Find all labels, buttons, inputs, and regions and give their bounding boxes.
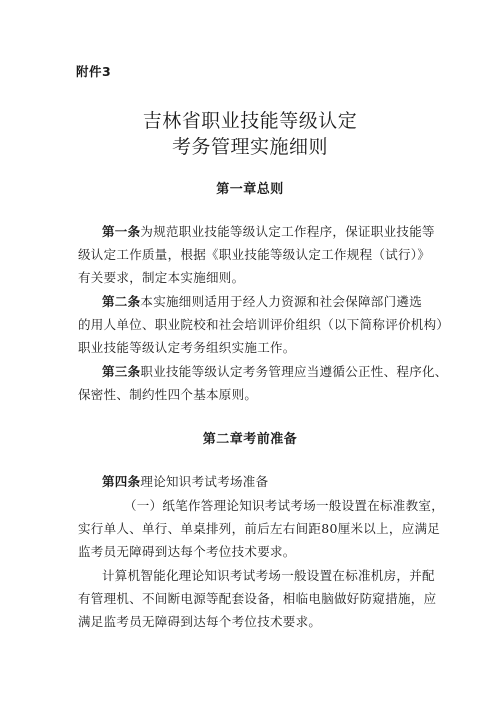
article-4-line-1 xyxy=(102,472,268,490)
article-4-label: 第四条 xyxy=(102,474,141,489)
article-4-para-2-line-1: 计算机智能化理论知识考试考场一般设置在标准机房，并配 xyxy=(102,568,435,583)
article-1-line-2: 级认定工作质量，根据《职业技能等级认定工作规程（试行）》 xyxy=(78,247,431,262)
chapter-2-heading: 第二章考前准备 xyxy=(202,432,298,447)
article-1-text-1: 为规范职业技能等级认定工作程序，保证职业技能等 xyxy=(140,224,435,239)
article-4-para-2-line-2: 有管理机、不间断电源等配套设备，相临电脑做好防窥措施，应 xyxy=(78,591,437,606)
article-3-text-1: 职业技能等级认定考务管理应当遵循公正性、程序化、 xyxy=(140,364,448,379)
annex-label: 附件3 xyxy=(76,64,112,79)
article-4-para-1-line-2: 实行单人、单行、单桌排列，前后左右间距80厘米以上，应满足 xyxy=(78,521,441,536)
article-2-line-3: 职业技能等级认定考务组织实施工作。 xyxy=(78,340,296,355)
chapter-1-heading: 第一章总则 xyxy=(216,182,284,197)
article-2-label: 第二条 xyxy=(102,294,141,309)
article-1-line-1 xyxy=(102,222,435,240)
article-2-text-1: 本实施细则适用于经人力资源和社会保障部门遴选 xyxy=(140,294,423,309)
article-1-label: 第一条 xyxy=(102,224,141,239)
article-3-line-2: 保密性、制约性四个基本原则。 xyxy=(78,387,258,402)
article-4-para-1-line-1: （一）纸笔作答理论知识考试考场一般设置在标准教室， xyxy=(124,498,445,513)
article-3-label: 第三条 xyxy=(102,364,141,379)
article-4-para-2-line-3: 满足监考员无障碍到达每个考位技术要求。 xyxy=(78,614,322,629)
article-3-line-1 xyxy=(102,362,448,380)
article-4-text-1: 理论知识考试考场准备 xyxy=(140,474,269,489)
document-title-line-1: 吉林省职业技能等级认定 xyxy=(142,110,358,132)
article-2-line-1 xyxy=(102,292,422,310)
article-4-para-1-line-3: 监考员无障碍到达每个考位技术要求。 xyxy=(78,544,296,559)
document-title-line-2: 考务管理实施细则 xyxy=(171,136,328,158)
article-1-line-3: 有关要求，制定本实施细则。 xyxy=(78,270,245,285)
article-2-line-2: 的用人单位、职业院校和社会培训评价组织（以下简称评价机构） xyxy=(78,317,450,332)
